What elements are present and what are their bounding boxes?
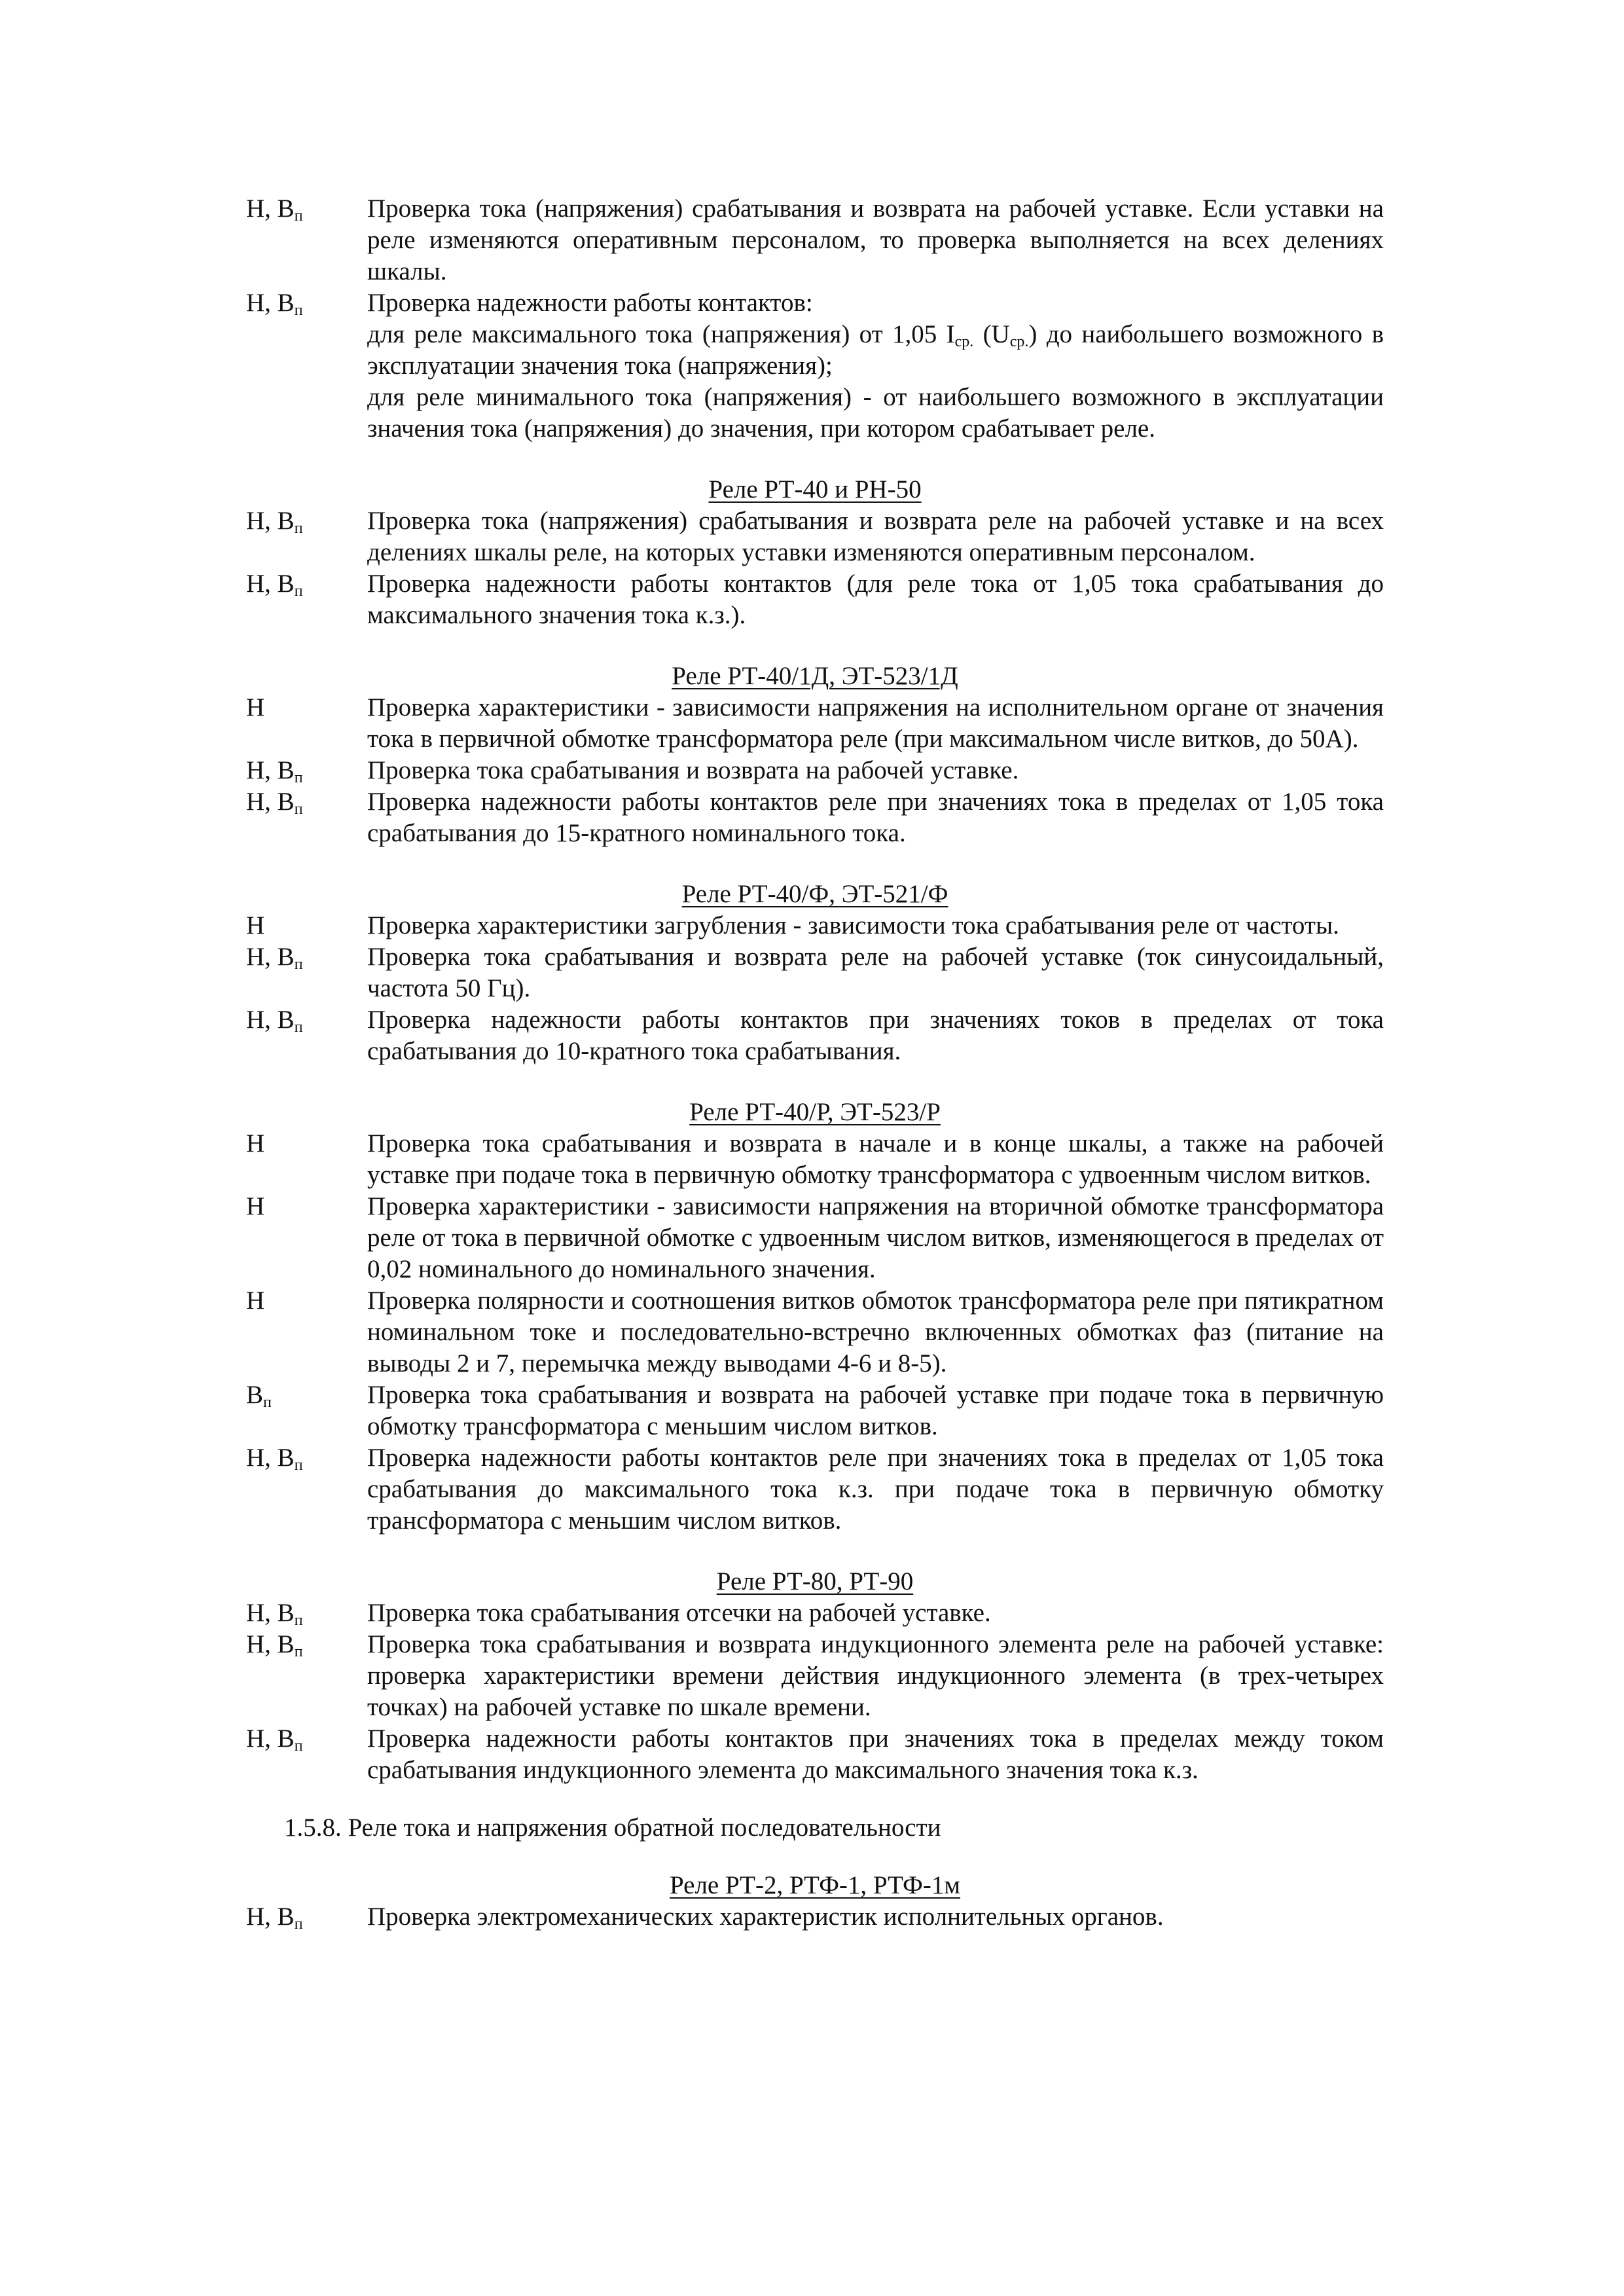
list-item: [246, 941, 1384, 1004]
item-text: Проверка тока срабатывания и возврата в начале и в конце шкалы, а также на рабочей уставке при подаче тока в первичную обмотку трансформатора с удвоенным числом витков.: [367, 1129, 1384, 1189]
list-item: [246, 1285, 1384, 1379]
list-item: [246, 1442, 1384, 1537]
section-heading: Реле РТ-40/1Д, ЭТ-523/1Д: [672, 662, 958, 690]
list-item: [246, 505, 1384, 568]
section-heading: Реле РТ-40/Ф, ЭТ-521/Ф: [681, 880, 948, 908]
item-text: Проверка надежности работы контактов при значениях тока в пределах между током срабатывания индукционного элемента до максимального значения тока к.з.: [367, 1724, 1384, 1784]
section-heading: Реле РТ-2, РТФ-1, РТФ-1м: [669, 1871, 961, 1899]
item-code: Н, $В_п$: [246, 1903, 303, 1933]
section-title: 1.5.8. Реле тока и напряжения обратной последовательности: [284, 1813, 941, 1842]
item-code: Н, $В_п$: [246, 756, 303, 786]
list-item: [246, 786, 1384, 849]
item-text: [367, 287, 1384, 445]
item-code: Н: [246, 911, 265, 939]
section-heading: Реле РТ-80, РТ-90: [716, 1567, 914, 1595]
item-code: Н, $В_п$: [246, 788, 303, 818]
list-item: [246, 1629, 1384, 1723]
item-code: Н: [246, 693, 265, 721]
item-text: Проверка тока срабатывания и возврата индукционного элемента реле на рабочей уставке: проверка характеристики времени действия индукционного элемента (в трех-четырех точках) на рабочей уставке по шкале времени.: [367, 1630, 1384, 1721]
list-item: [246, 1901, 1384, 1933]
list-item: [246, 1004, 1384, 1067]
item-code: Н, $В_п$: [246, 1630, 303, 1660]
item-text: Проверка надежности работы контактов реле при значениях тока в пределах от 1,05 тока срабатывания до максимального тока к.з. при подаче тока в первичную обмотку трансформатора с меньшим числом витков.: [367, 1444, 1384, 1535]
list-item: [246, 755, 1384, 786]
item-code: Н, $В_п$: [246, 943, 303, 973]
item-text: Проверка характеристики загрубления - зависимости тока срабатывания реле от частоты.: [367, 911, 1339, 939]
item-code: Н, $В_п$: [246, 194, 303, 225]
section-heading: Реле РТ-40/Р, ЭТ-523/Р: [689, 1098, 941, 1126]
item-code: Н, $В_п$: [246, 1444, 303, 1474]
item-code: Н, $В_п$: [246, 570, 303, 600]
item-code: Н: [246, 1192, 265, 1220]
item-text: Проверка тока (напряжения) срабатывания и возврата реле на рабочей уставке и на всех делениях шкалы реле, на которых уставки изменяются оперативным персоналом.: [367, 507, 1384, 566]
list-item: [246, 1191, 1384, 1285]
list-item: [246, 1723, 1384, 1786]
item-code: Н, $В_п$: [246, 1599, 303, 1629]
item-code: $В_п$: [246, 1381, 272, 1411]
item-text: [367, 193, 1384, 287]
item-code: Н: [246, 1286, 265, 1315]
paragraph: для реле максимального тока (напряжения) от 1,05 $I_{ср.}$ $(U_{ср.})$ до наибольшего возможного в эксплуатации значения тока (напряжения);: [367, 320, 1384, 380]
list-item: [246, 910, 1384, 941]
paragraph: Проверка тока (напряжения) срабатывания и возврата на рабочей уставке. Если уставки на реле изменяются оперативным персоналом, то проверка выполняется на всех делениях шкалы.: [367, 194, 1384, 285]
list-item: [246, 692, 1384, 755]
item-code: Н, $В_п$: [246, 507, 303, 537]
list-item: [246, 568, 1384, 631]
item-code: Н, $В_п$: [246, 1724, 303, 1755]
list-item: [246, 1379, 1384, 1442]
item-text: Проверка тока срабатывания и возврата реле на рабочей уставке (ток синусоидальный, частота 50 Гц).: [367, 943, 1384, 1002]
item-text: Проверка тока срабатывания отсечки на рабочей уставке.: [367, 1599, 991, 1627]
list-item: [246, 1128, 1384, 1191]
paragraph: для реле минимального тока (напряжения) - от наибольшего возможного в эксплуатации значения тока (напряжения) до значения, при котором срабатывает реле.: [367, 383, 1384, 443]
document-page: [246, 193, 1384, 1933]
paragraph: Проверка надежности работы контактов:: [367, 289, 813, 317]
item-text: Проверка надежности работы контактов при значениях токов в пределах от тока срабатывания до 10-кратного тока срабатывания.: [367, 1006, 1384, 1065]
section-heading: Реле РТ-40 и РН-50: [708, 475, 922, 503]
item-text: Проверка тока срабатывания и возврата на рабочей уставке.: [367, 756, 1019, 784]
item-text: Проверка тока срабатывания и возврата на рабочей уставке при подаче тока в первичную обмотку трансформатора с меньшим числом витков.: [367, 1381, 1384, 1440]
list-item: [246, 193, 1384, 287]
item-text: Проверка электромеханических характеристик исполнительных органов.: [367, 1903, 1164, 1931]
item-text: Проверка характеристики - зависимости напряжения на исполнительном органе от значения тока в первичной обмотке трансформатора реле (при максимальном числе витков, до 50А).: [367, 693, 1384, 753]
item-code: Н, $В_п$: [246, 289, 303, 319]
item-text: Проверка полярности и соотношения витков обмоток трансформатора реле при пятикратном номинальном токе и последовательно-встречно включенных обмотках фаз (питание на выводы 2 и 7, перемычка между выводами 4-6 и 8-5).: [367, 1286, 1384, 1377]
list-item: [246, 287, 1384, 445]
item-text: Проверка характеристики - зависимости напряжения на вторичной обмотке трансформатора реле от тока в первичной обмотке с удвоенным числом витков, изменяющегося в пределах от 0,02 номинального до номинального значения.: [367, 1192, 1384, 1283]
item-code: Н: [246, 1129, 265, 1157]
item-text: Проверка надежности работы контактов (для реле тока от 1,05 тока срабатывания до максимального значения тока к.з.).: [367, 570, 1384, 629]
item-code: Н, $В_п$: [246, 1006, 303, 1036]
item-text: Проверка надежности работы контактов реле при значениях тока в пределах от 1,05 тока срабатывания до 15-кратного номинального тока.: [367, 788, 1384, 847]
list-item: [246, 1597, 1384, 1629]
